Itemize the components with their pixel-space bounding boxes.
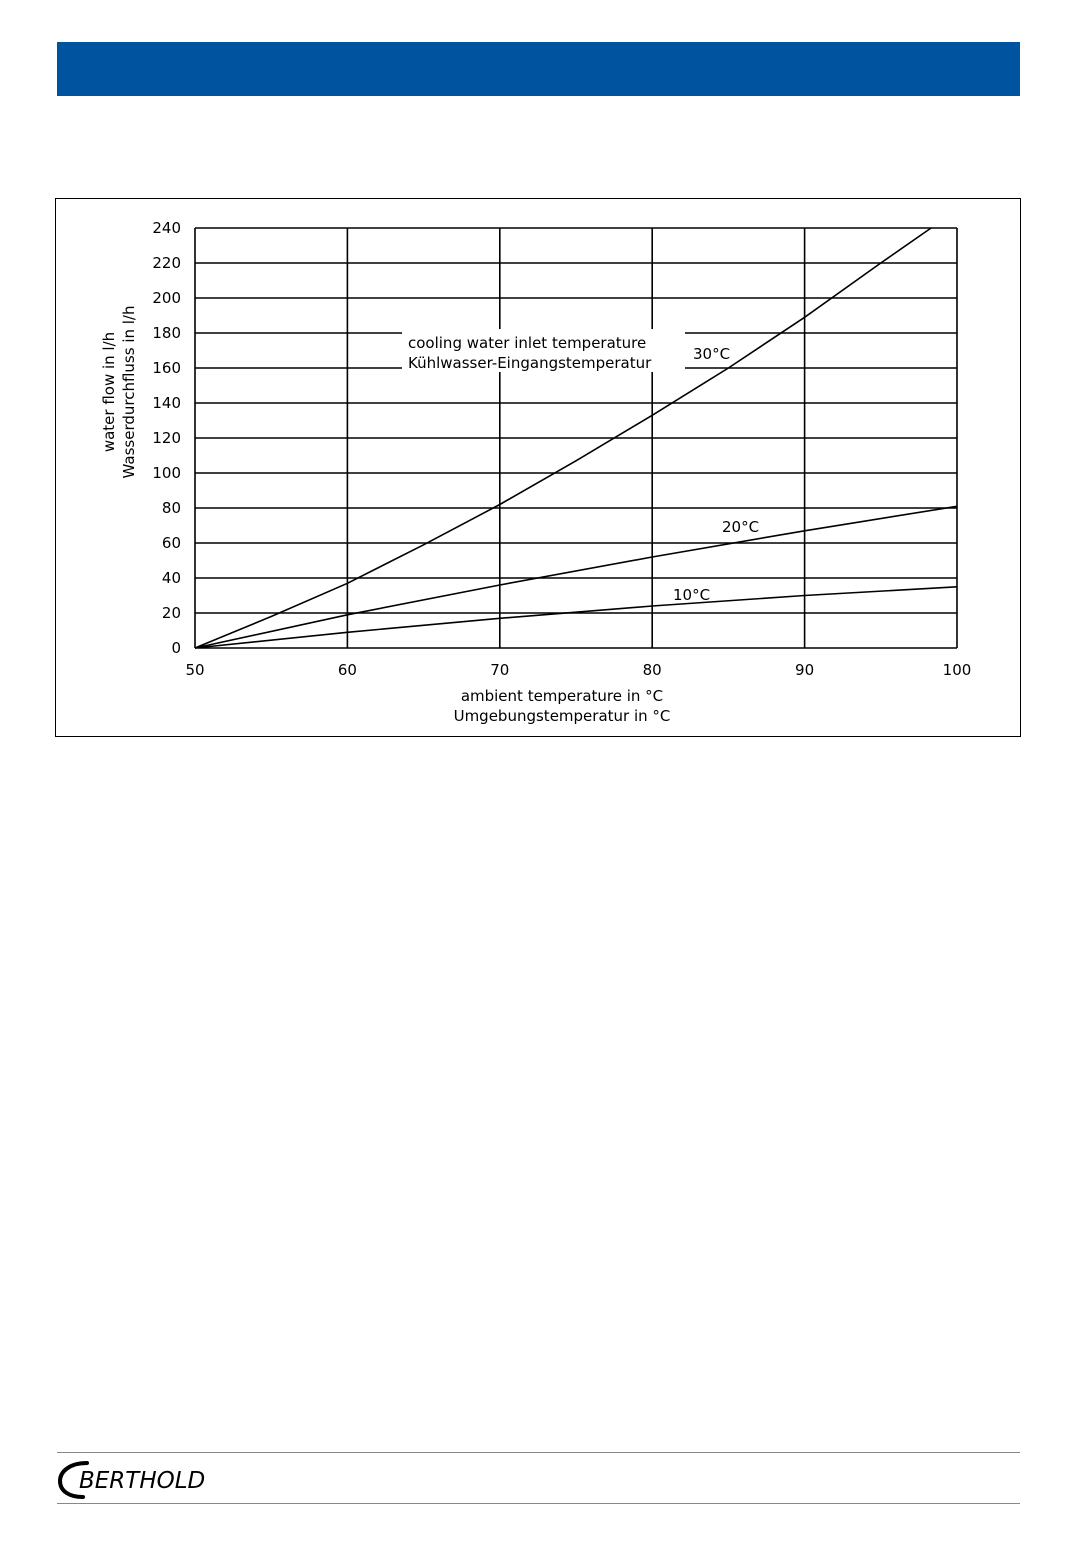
y-tick-label: 160 [152, 359, 181, 377]
x-tick-label: 100 [942, 661, 972, 679]
y-tick-label: 80 [161, 499, 181, 517]
series-label-20c: 20°C [722, 518, 760, 536]
y-tick-label: 20 [161, 604, 181, 622]
footer-rule-top [57, 1452, 1020, 1453]
x-tick-label: 80 [642, 661, 662, 679]
x-axis-title: Umgebungstemperatur in °C [453, 707, 671, 725]
y-tick-label: 240 [152, 219, 181, 237]
header-bar [57, 42, 1020, 96]
y-tick-label: 200 [152, 289, 181, 307]
y-tick-label: 40 [161, 569, 181, 587]
svg-text:BERTHOLD: BERTHOLD [79, 1468, 206, 1494]
y-axis-title: water flow in l/h [100, 331, 118, 453]
y-tick-label: 60 [161, 534, 181, 552]
series-line-20c [195, 506, 957, 648]
chart-frame [55, 198, 1021, 737]
x-tick-label: 50 [185, 661, 205, 679]
footer-rule-bottom [57, 1503, 1020, 1504]
y-tick-label: 180 [152, 324, 181, 342]
series-line-10c [195, 587, 957, 648]
series-label-10c: 10°C [673, 586, 711, 604]
y-tick-label: 220 [152, 254, 181, 272]
series-label-30c: 30°C [693, 345, 731, 363]
flow-chart [56, 199, 1022, 738]
y-tick-label: 140 [152, 394, 181, 412]
x-tick-label: 90 [795, 661, 815, 679]
labels [100, 219, 971, 725]
berthold-logo [57, 1457, 247, 1503]
annotation-line: cooling water inlet temperature [408, 334, 647, 352]
y-tick-label: 0 [171, 639, 181, 657]
y-axis-title: Wasserdurchfluss in l/h [120, 305, 138, 479]
x-tick-label: 70 [490, 661, 510, 679]
x-axis-title: ambient temperature in °C [460, 687, 664, 705]
x-tick-label: 60 [337, 661, 357, 679]
y-tick-label: 100 [152, 464, 181, 482]
y-tick-label: 120 [152, 429, 181, 447]
annotation-line: Kühlwasser-Eingangstemperatur [408, 354, 652, 372]
